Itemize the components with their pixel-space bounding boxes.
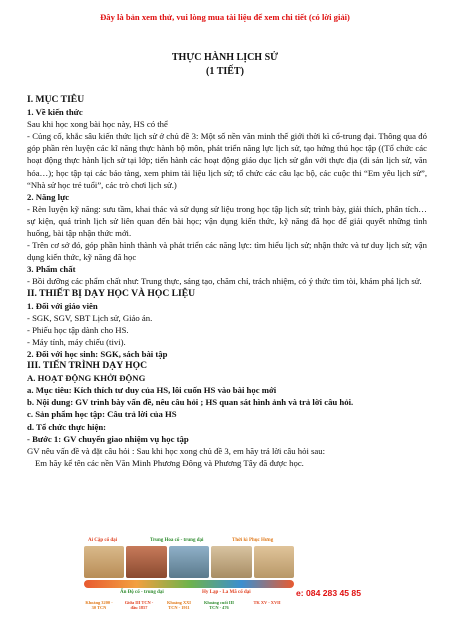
paragraph: GV nêu vấn đề và đặt câu hỏi : Sau khi học xong chủ đề 3, em hãy trả lời câu hỏi sau: — [27, 445, 326, 456]
timeline-photos — [84, 546, 294, 578]
subsection-heading: 1. Đối với giáo viên — [27, 300, 98, 311]
paragraph: - Bồi dưỡng các phẩm chất như: Trung thực, sáng tạo, chăm chỉ, trách nhiệm, có ý thức tìm tòi, khám phá lịch sử. — [27, 276, 422, 287]
paragraph: - Trên cơ sở đó, góp phần hình thành và phát triển các năng lực: tìm hiểu lịch sử; nhận thức và tư duy lịch sử; vận dụng kiến thức, kỹ năng đã học — [27, 240, 427, 263]
lesson-duration: (1 TIẾT) — [206, 66, 244, 77]
content-line: b. Nội dung: GV trình bày vấn đề, nêu câu hỏi ; HS quan sát hình ảnh và trả lời câu hỏi. — [27, 397, 354, 408]
timeline-label: Ấn Độ cổ - trung đại — [120, 590, 164, 595]
section-heading: II. THIẾT BỊ DẠY HỌC VÀ HỌC LIỆU — [27, 287, 196, 299]
contact-phone: e: 084 283 45 85 — [296, 588, 361, 598]
product-line: c. Sản phẩm học tập: Câu trả lời của HS — [27, 409, 177, 420]
palace-photo — [169, 546, 209, 578]
pyramid-photo — [84, 546, 124, 578]
timeline-label: Hy Lạp - La Mã cổ đại — [202, 590, 251, 595]
timeline-date: Khoảng XXI TCN - 1911 — [166, 600, 192, 610]
paragraph: Em hãy kể tên các nền Văn Minh Phương Đông và Phương Tây đã được học. — [35, 457, 304, 468]
colosseum-photo — [211, 546, 251, 578]
objective-line: a. Mục tiêu: Kích thích tư duy của HS, lôi cuốn HS vào bài học mới — [27, 385, 277, 396]
timeline-date: Khoảng cuối III TCN - 476 — [204, 600, 235, 610]
civilization-timeline-image — [84, 538, 294, 622]
list-item: - SGK, SGV, SBT Lịch sử, Giáo án. — [27, 312, 153, 323]
list-item: - Phiếu học tập dành cho HS. — [27, 324, 129, 335]
artwork-photo — [254, 546, 294, 578]
preview-banner: Đây là bản xem thử, vui lòng mua tài liệu để xem chi tiết (có lời giải) — [100, 12, 350, 22]
list-item: - Máy tính, máy chiếu (tivi). — [27, 336, 126, 347]
timeline-date: Giữa III TCN - đầu 1857 — [124, 600, 154, 610]
step-line: - Bước 1: GV chuyển giao nhiệm vụ học tập — [27, 433, 189, 444]
timeline-label: Trung Hoa cổ - trung đại — [150, 538, 204, 543]
section-heading: I. MỤC TIÊU — [27, 94, 85, 105]
timeline-label: Thời kì Phục Hưng — [232, 538, 274, 543]
lesson-content — [27, 94, 427, 469]
timeline-band — [84, 580, 294, 588]
subsection-heading: A. HOẠT ĐỘNG KHỞI ĐỘNG — [27, 373, 146, 384]
paragraph: Sau khi học xong bài học này, HS có thể — [27, 119, 168, 130]
subsection-heading: 2. Năng lực — [27, 191, 70, 202]
paragraph: - Rèn luyện kỹ năng: sưu tầm, khai thác và sử dụng sử liệu trong học tập lịch sử; trình bày, giải thích, phân tích… sự kiện, quá trình lịch sử liên quan đến bài học; vận dụng kiến thức, kỹ năng đã học để giải quyết những tình huống, bài tập nhận thức mới. — [27, 203, 427, 239]
subsection-heading: 2. Đối với học sinh: SGK, sách bài tập — [27, 348, 168, 359]
paragraph: - Củng cố, khắc sâu kiến thức lịch sử ở chủ đề 3: Một số nền văn minh thế giới thời kì cổ-trung đại. Thông qua đó góp phần rèn luyện các kĩ năng thực hành bộ môn, phát triển năng lực lịch sử, tạo hứng thú học tập ((Tổ chức các hoạt động thực hành lịch sử tại lớp; tiến hành các hoạt động giáo dục lịch sử gắn với thực địa (di sản lịch sử, văn hóa…); học tập tại các bảo tàng, xem phim tài liệu lịch sử; tổ chức các câu lạc bộ, các cuộc thi “Em yêu lịch sử”, “Nhà sử học trẻ tuổi”, các trò chơi lịch sử.) — [27, 131, 427, 190]
temple-photo — [126, 546, 166, 578]
subsection-heading: 3. Phẩm chất — [27, 264, 76, 275]
timeline-label: Ai Cập cổ đại — [88, 538, 118, 543]
timeline-date: Khoảng 3200 - 30 TCN — [85, 600, 113, 610]
timeline-dates — [84, 600, 294, 618]
subsection-heading: 1. Về kiến thức — [27, 107, 83, 118]
organization-line: d. Tổ chức thực hiện: — [27, 421, 107, 432]
timeline-date: TK XV - XVII — [253, 600, 281, 605]
section-heading: III. TIẾN TRÌNH DẠY HỌC — [27, 360, 148, 372]
lesson-title: THỰC HÀNH LỊCH SỬ — [171, 52, 279, 63]
